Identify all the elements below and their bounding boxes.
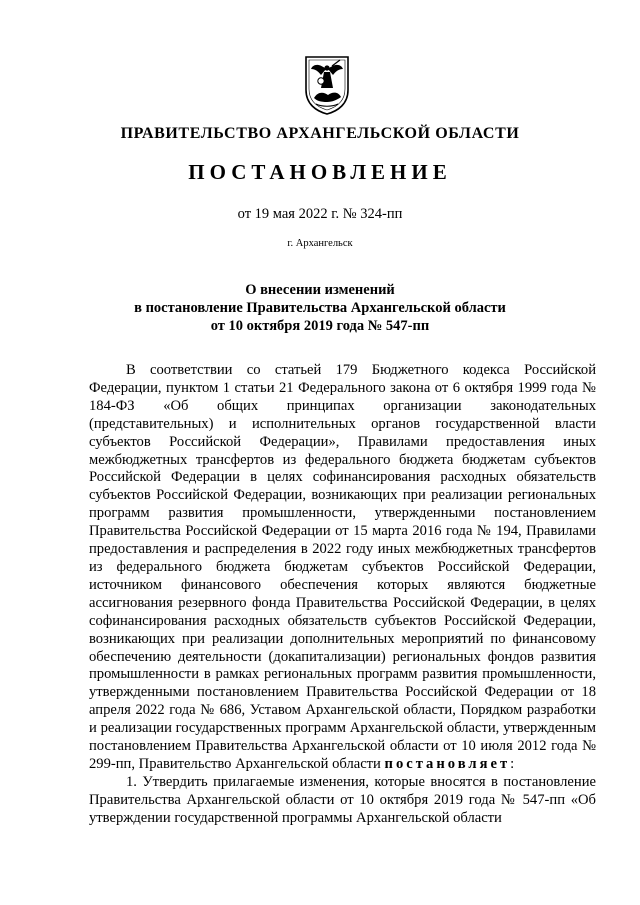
preamble-text: В соответствии со статьей 179 Бюджетного кодекса Российской Федерации, пунктом 1 статьи 21 Федерального закона от 6 октября 1999 года № 184-ФЗ «Об общих принципах организации законодательных (представительных) и исполнительных органов государственной власти субъектов Российской Федерации», Правилами предоставления иных межбюджетных трансфертов из федерального бюджета бюджетам субъектов Российской Федерации в целях софинансирования расходных обязательств субъектов Российской Федерации, возникающих при реализации региональных программ развития промышленности, утвержденными постановлением Правительства Российской Федерации от 15 марта 2016 года № 194, Правилами предоставления и распределения в 2022 году иных межбюджетных трансфертов из федерального бюджета бюджетам субъектов Российской Федерации, источником финансового обеспечения которых являются бюджетные ассигнования резервного фонда Правительства Российской Федерации, в целях софинансирования расходных обязательств субъектов Российской Федерации, возникающих при реализации дополнительных мероприятий по финансовому обеспечению деятельности (докапитализации) региональных фондов развития промышленности в рамках региональных программ развития промышленности, утвержденными постановлением Правительства Российской Федерации от 18 апреля 2022 года № 686, Уставом Архангельской области, Порядком разработки и реализации государственных программ Архангельской области, утвержденным постановлением Правительства Архангельской области от 10 июля 2012 года № 299-пп, Правительство Архангельской области <box>89 362 596 772</box>
decree-word: постановляет <box>384 755 511 772</box>
title-line-3: от 10 октября 2019 года № 547-пп <box>210 318 430 334</box>
document-title <box>0 281 640 335</box>
coat-of-arms-icon <box>302 54 352 116</box>
document-body <box>89 362 596 828</box>
decree-colon: : <box>510 755 515 772</box>
document-date-number: от 19 мая 2022 г. № 324-пп <box>237 206 403 222</box>
government-name: ПРАВИТЕЛЬСТВО АРХАНГЕЛЬСКОЙ ОБЛАСТИ <box>120 125 520 142</box>
document-place: г. Архангельск <box>287 238 353 249</box>
title-line-2: в постановление Правительства Архангельской области <box>134 300 506 316</box>
item-1-paragraph: 1. Утвердить прилагаемые изменения, которые вносятся в постановление Правительства Архангельской области от 10 октября 2019 года № 547-пп «Об утверждении государственной программы Архангельской области <box>89 773 596 826</box>
title-line-1: О внесении изменений <box>245 282 395 298</box>
document-type: ПОСТАНОВЛЕНИЕ <box>188 160 452 184</box>
preamble-paragraph <box>89 362 596 774</box>
